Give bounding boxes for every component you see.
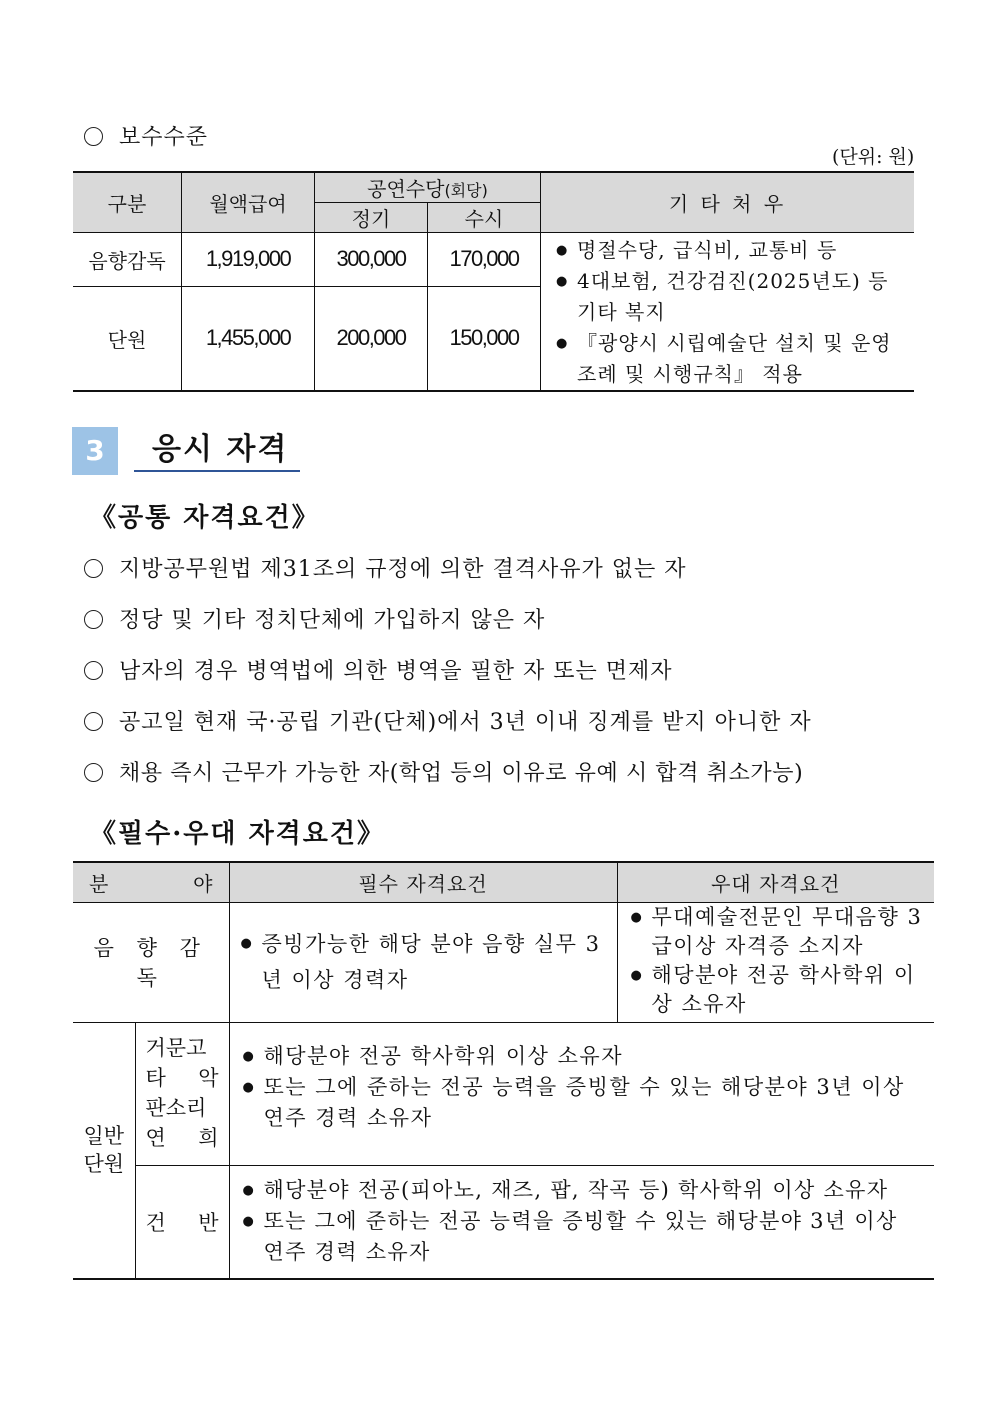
header-regular: 정기 [315,203,428,233]
header-category: 구분 [73,172,182,233]
section-title: 응시 자격 [134,428,300,472]
list-item: 남자의 경우 병역법에 의한 병역을 필한 자 또는 면제자 [84,654,673,685]
qualification-table [73,861,934,1280]
other-benefits [541,233,915,392]
list-item: 정당 및 기타 정치단체에 가입하지 않은 자 [84,603,545,634]
circle-bullet-icon [84,763,103,782]
list-item: 지방공무원법 제31조의 규정에 의한 결격사유가 없는 자 [84,552,687,583]
general-member-label: 일반 단원 [73,1022,135,1279]
section-number: 3 [72,427,118,475]
sound-director-required [229,902,617,1022]
list-item: ● 4대보험, 건강검진(2025년도) 등 기타 복지 [551,266,910,328]
pay-heading: 보수수준 [84,120,208,151]
circle-bullet-icon [84,661,103,680]
row-category: 음향감독 [73,233,182,287]
header-preferred: 우대 자격요건 [617,862,934,902]
list-item: ● 증빙가능한 해당 분야 음향 실무 3년 이상 경력자 [236,926,609,998]
header-other: 기 타 처 우 [541,172,915,233]
sound-director-preferred [617,902,934,1022]
row-monthly: 1,919,000 [182,233,315,287]
general-a-requirements [229,1022,934,1165]
unit-label: (단위: 원) [832,146,915,168]
list-item: ● 『광양시 시립예술단 설치 및 운영 조례 및 시행규칙』 적용 [551,328,910,390]
list-item: ● 해당분야 전공(피아노, 재즈, 팝, 작곡 등) 학사학위 이상 소유자 [238,1175,925,1206]
list-item: 채용 즉시 근무가 가능한 자(학업 등의 이유로 유예 시 합격 취소가능) [84,756,803,787]
row-occasional: 170,000 [428,233,541,287]
list-item: ● 해당분야 전공 학사학위 이상 소유자 [626,961,929,1019]
circle-bullet-icon [84,610,103,629]
list-item: ● 또는 그에 준하는 전공 능력을 증빙할 수 있는 해당분야 3년 이상 연주 경력 소유자 [238,1072,919,1134]
common-heading: 《공통 자격요건》 [90,503,320,533]
header-field: 분 야 [73,862,229,902]
instrument-list-a: 거문고 타 악 판소리 연 희 [135,1022,229,1165]
list-item: ● 무대예술전문인 무대음향 3급이상 자격증 소지자 [626,903,929,961]
required-heading: 《필수·우대 자격요건》 [90,819,386,849]
circle-bullet-icon [84,559,103,578]
header-allowance: 공연수당(회당) [315,172,541,203]
list-item: ● 명절수당, 급식비, 교통비 등 [551,235,910,266]
header-occasional: 수시 [428,203,541,233]
list-item: 공고일 현재 국·공립 기관(단체)에서 3년 이내 징계를 받지 아니한 자 [84,705,812,736]
pay-table [73,171,914,392]
general-b-requirements [229,1165,934,1279]
header-monthly: 월액급여 [182,172,315,233]
row-monthly: 1,455,000 [182,286,315,391]
table-row [73,1022,934,1165]
header-required: 필수 자격요건 [229,862,617,902]
circle-bullet-icon [84,127,103,146]
instrument-b: 건 반 [135,1165,229,1279]
table-row [73,233,914,287]
row-regular: 300,000 [315,233,428,287]
circle-bullet-icon [84,712,103,731]
row-category: 단원 [73,286,182,391]
row-occasional: 150,000 [428,286,541,391]
table-row [73,1165,934,1279]
list-item: ● 해당분야 전공 학사학위 이상 소유자 [238,1041,919,1072]
table-row [73,902,934,1022]
row-regular: 200,000 [315,286,428,391]
list-item: ● 또는 그에 준하는 전공 능력을 증빙할 수 있는 해당분야 3년 이상 연주 경력 소유자 [238,1206,925,1268]
sound-director-label: 음 향 감 독 [73,902,229,1022]
